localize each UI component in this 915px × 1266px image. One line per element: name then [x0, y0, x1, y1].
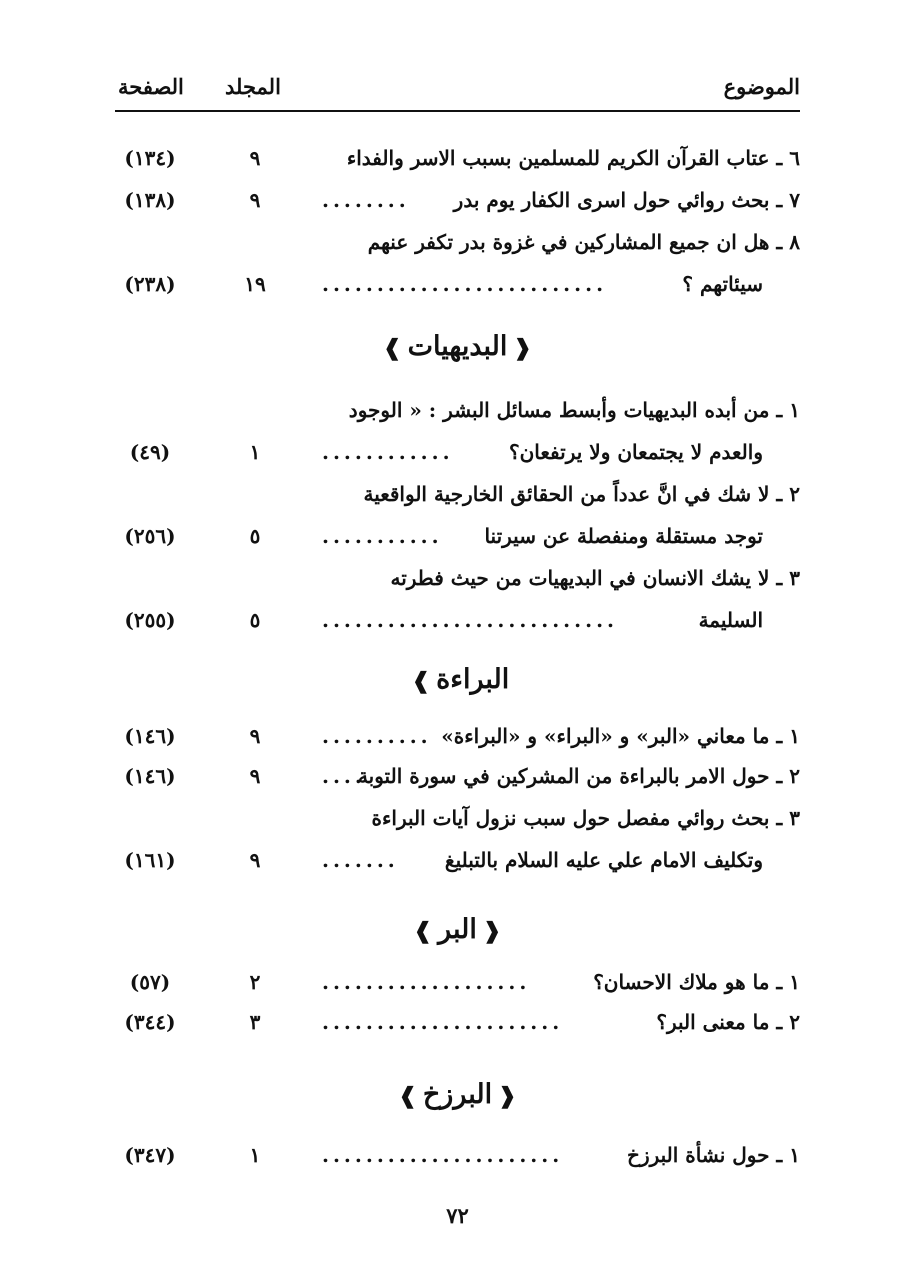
column-header-page: الصفحة — [118, 74, 184, 99]
entry-volume: ٢ — [249, 970, 261, 994]
index-entry-continuation — [0, 516, 915, 556]
ornament-open-icon: ❰ — [513, 335, 532, 361]
entry-text-continued: سيئاتهم ؟ — [682, 272, 763, 296]
entry-volume: ٩ — [249, 848, 261, 872]
index-entry — [0, 1135, 915, 1175]
entry-page: (١٤٦) — [124, 764, 176, 788]
dot-leader: .......... — [322, 724, 432, 748]
index-entry-continuation — [0, 840, 915, 880]
column-header-topic: الموضوع — [723, 74, 800, 99]
section-title: البرزخ — [422, 1079, 493, 1110]
entry-text: ١ ـ ما معاني «البر» و «البراء» و «البراءة» — [441, 724, 800, 748]
entry-text-continued: السليمة — [698, 608, 763, 632]
entry-text: ٣ ـ بحث روائي مفصل حول سبب نزول آيات البراءة — [371, 806, 800, 830]
entry-volume: ١٩ — [244, 272, 266, 296]
section-heading — [0, 1075, 915, 1116]
entry-page: (٢٥٥) — [124, 608, 176, 632]
index-entry — [0, 962, 915, 1002]
entry-volume: ٥ — [249, 524, 261, 548]
entry-page: (٣٤٧) — [124, 1143, 176, 1167]
entry-volume: ١ — [249, 440, 261, 464]
section-heading — [0, 660, 915, 701]
index-entry — [0, 222, 915, 262]
index-entry — [0, 474, 915, 514]
entry-volume: ٩ — [249, 146, 261, 170]
entry-page: (٤٩) — [129, 440, 171, 464]
column-header-volume: المجلد — [225, 74, 281, 99]
page-number: ٧٢ — [446, 1203, 469, 1228]
entry-page: (٥٧) — [129, 970, 171, 994]
entry-page: (١٤٦) — [124, 724, 176, 748]
dot-leader: ........ — [322, 188, 410, 212]
ornament-close-icon: ❱ — [413, 918, 433, 944]
entry-text: ٨ ـ هل ان جميع المشاركين في غزوة بدر تكفر عنهم — [367, 230, 800, 254]
entry-page: (٢٣٨) — [124, 272, 176, 296]
entry-page: (١٦١) — [124, 848, 176, 872]
index-entry — [0, 138, 915, 178]
dot-leader: .... — [322, 764, 366, 788]
section-title: البديهيات — [407, 331, 508, 362]
dot-leader: ........... — [322, 524, 443, 548]
entry-text-continued: والعدم لا يجتمعان ولا يرتفعان؟ — [509, 440, 763, 464]
entry-text-continued: توجد مستقلة ومنفصلة عن سيرتنا — [484, 524, 763, 548]
entry-text: ٣ ـ لا يشك الانسان في البديهيات من حيث فطرته — [390, 566, 800, 590]
ornament-close-icon: ❱ — [398, 1083, 417, 1109]
index-entry — [0, 716, 915, 756]
entry-page: (١٣٤) — [124, 146, 176, 170]
index-entry — [0, 390, 915, 430]
entry-volume: ٩ — [249, 764, 261, 788]
entry-text: ١ ـ ما هو ملاك الاحسان؟ — [593, 970, 800, 994]
dot-leader: ................... — [322, 970, 531, 994]
entry-page: (٢٥٦) — [124, 524, 176, 548]
index-entry-continuation — [0, 600, 915, 640]
entry-volume: ٩ — [249, 188, 261, 212]
index-entry — [0, 1002, 915, 1042]
dot-leader: ........................... — [322, 608, 618, 632]
dot-leader: ...................... — [322, 1010, 564, 1034]
index-entry-continuation — [0, 264, 915, 304]
entry-text: ١ ـ حول نشأة البرزخ — [627, 1143, 800, 1167]
header-rule — [115, 110, 800, 112]
dot-leader: .......................... — [322, 272, 608, 296]
index-entry — [0, 180, 915, 220]
section-title: البر — [438, 914, 477, 945]
dot-leader: ............ — [322, 440, 454, 464]
section-title: البراءة — [436, 664, 510, 695]
index-entry — [0, 558, 915, 598]
index-entry — [0, 756, 915, 796]
entry-volume: ٥ — [249, 608, 261, 632]
entry-page: (٣٤٤) — [124, 1010, 176, 1034]
section-heading — [0, 910, 915, 951]
ornament-close-icon: ❱ — [383, 335, 402, 361]
ornament-close-icon: ❱ — [411, 668, 431, 694]
ornament-open-icon: ❰ — [482, 918, 502, 944]
entry-page: (١٣٨) — [124, 188, 176, 212]
entry-volume: ٩ — [249, 724, 261, 748]
entry-text: ٦ ـ عتاب القرآن الكريم للمسلمين بسبب الاسر والفداء — [346, 146, 800, 170]
entry-text: ٢ ـ حول الامر بالبراءة من المشركين في سورة التوبة — [357, 764, 800, 788]
entry-text: ١ ـ من أبده البديهيات وأبسط مسائل البشر : « الوجود — [348, 398, 800, 422]
ornament-open-icon: ❰ — [498, 1083, 517, 1109]
index-entry-continuation — [0, 432, 915, 472]
section-heading — [0, 327, 915, 368]
index-entry — [0, 798, 915, 838]
entry-volume: ١ — [249, 1143, 261, 1167]
entry-text: ٢ ـ لا شك في انَّ عدداً من الحقائق الخارجية الواقعية — [363, 482, 800, 506]
entry-text: ٧ ـ بحث روائي حول اسرى الكفار يوم بدر — [453, 188, 800, 212]
dot-leader: ...................... — [322, 1143, 564, 1167]
dot-leader: ....... — [322, 848, 399, 872]
entry-text: ٢ ـ ما معنى البر؟ — [656, 1010, 800, 1034]
entry-volume: ٣ — [249, 1010, 261, 1034]
entry-text-continued: وتكليف الامام علي عليه السلام بالتبليغ — [444, 848, 763, 872]
